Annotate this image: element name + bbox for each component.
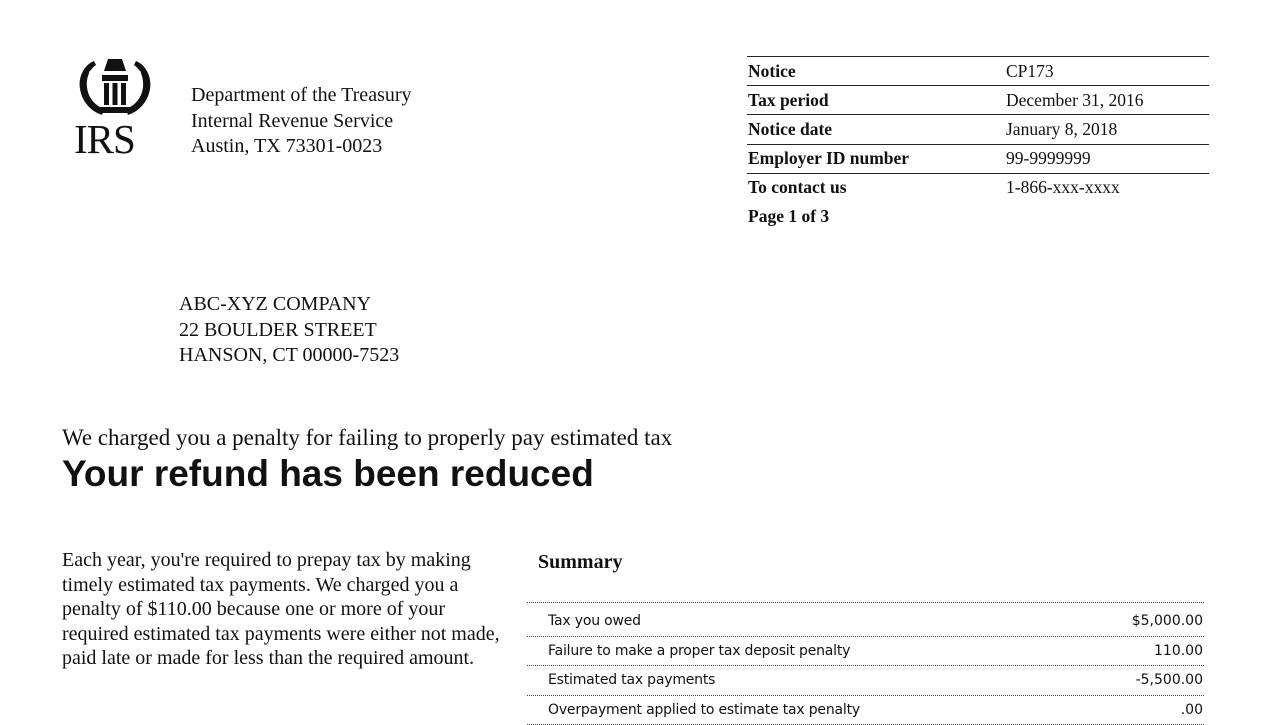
- summary-row: [527, 637, 1204, 667]
- summary-amount: .00: [1181, 702, 1204, 718]
- info-value: 1-866-xxx-xxxx: [1006, 177, 1209, 198]
- info-label: Notice date: [747, 119, 1006, 140]
- summary-title: Summary: [538, 551, 622, 574]
- recipient-line: 22 BOULDER STREET: [179, 318, 399, 344]
- info-row-tax-period: [747, 85, 1209, 114]
- summary-table: [527, 602, 1204, 725]
- sender-address: [191, 83, 412, 160]
- summary-amount: 110.00: [1154, 643, 1204, 659]
- info-label: Notice: [747, 61, 1006, 82]
- sender-line: Internal Revenue Service: [191, 109, 412, 135]
- recipient-line: ABC-XYZ COMPANY: [179, 292, 399, 318]
- info-label: Tax period: [747, 90, 1006, 111]
- summary-amount: -5,500.00: [1136, 672, 1204, 688]
- summary-label: Overpayment applied to estimate tax penalty: [527, 702, 860, 718]
- logo-text: IRS: [74, 119, 156, 160]
- info-value: 99-9999999: [1006, 148, 1209, 169]
- page-number: Page 1 of 3: [747, 206, 1209, 227]
- info-value: January 8, 2018: [1006, 119, 1209, 140]
- notice-title: Your refund has been reduced: [62, 452, 594, 496]
- summary-row: [527, 696, 1204, 725]
- info-row-contact: [747, 173, 1209, 202]
- info-row-notice-date: [747, 114, 1209, 143]
- irs-logo: [74, 55, 156, 163]
- summary-row: [527, 607, 1204, 637]
- recipient-line: HANSON, CT 00000-7523: [179, 343, 399, 369]
- info-row-employer-id: [747, 144, 1209, 173]
- recipient-address: [179, 292, 399, 369]
- eagle-emblem-icon: [74, 55, 156, 119]
- summary-label: Failure to make a proper tax deposit penalty: [527, 643, 850, 659]
- info-value: CP173: [1006, 61, 1209, 82]
- info-label: To contact us: [747, 177, 1006, 198]
- info-row-notice: [747, 56, 1209, 85]
- summary-amount: $5,000.00: [1132, 613, 1204, 629]
- summary-row: [527, 666, 1204, 696]
- notice-subtitle: We charged you a penalty for failing to properly pay estimated tax: [62, 425, 672, 451]
- explanation-paragraph: Each year, you're required to prepay tax by making timely estimated tax payments. We charged you a penalty of $110.00 because one or more of your required estimated tax payments were either not made, paid late or made for less than the required amount.: [62, 548, 512, 671]
- info-value: December 31, 2016: [1006, 90, 1209, 111]
- info-label: Employer ID number: [747, 148, 1006, 169]
- sender-line: Department of the Treasury: [191, 83, 412, 109]
- summary-label: Estimated tax payments: [527, 672, 715, 688]
- summary-label: Tax you owed: [527, 613, 641, 629]
- notice-info-table: [747, 56, 1209, 227]
- sender-line: Austin, TX 73301-0023: [191, 134, 412, 160]
